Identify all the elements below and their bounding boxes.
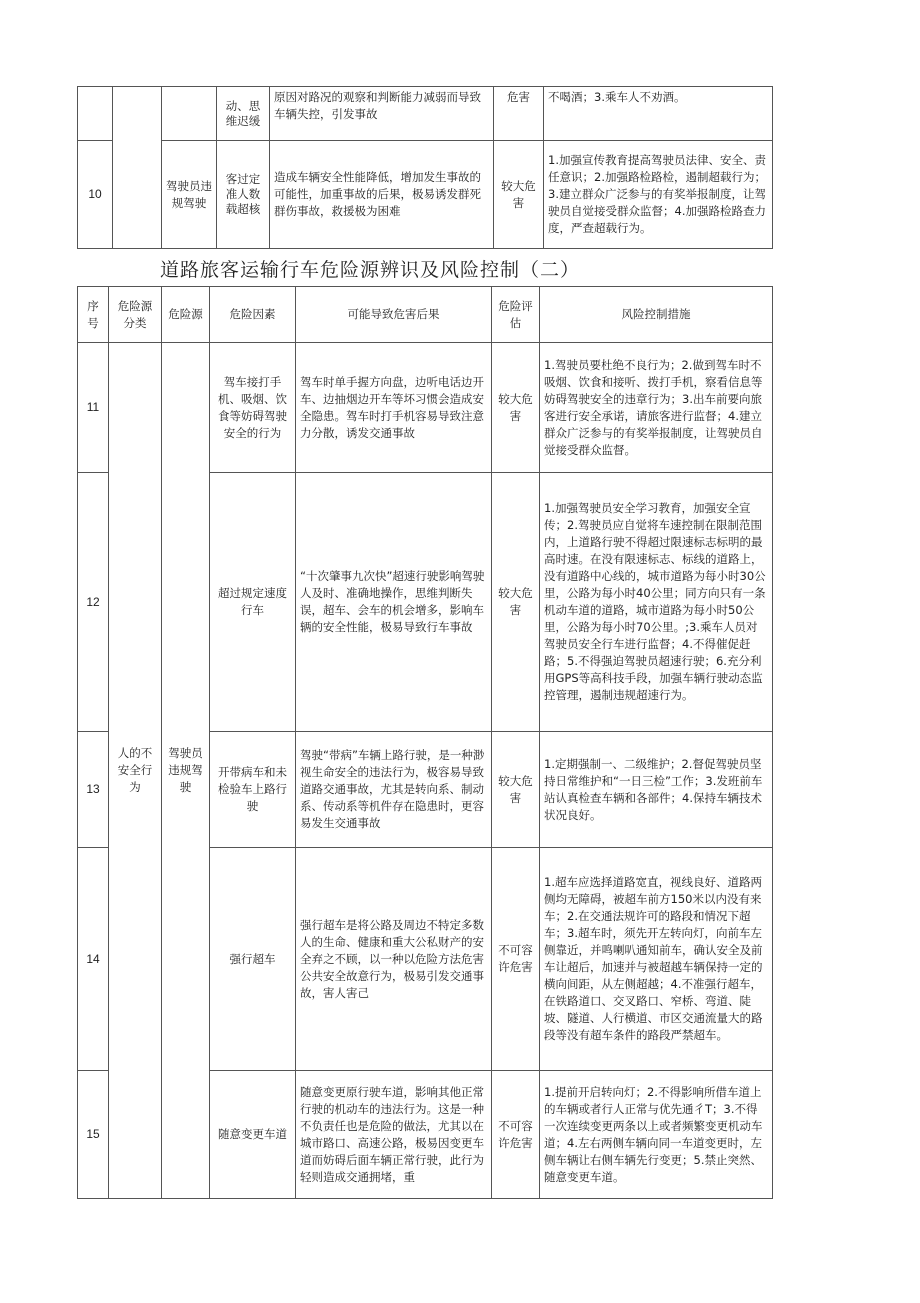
header-source: 危险源 xyxy=(162,287,210,343)
cell-level: 不可容许危害 xyxy=(492,848,540,1071)
cell-no: 10 xyxy=(78,141,113,249)
cell-category: 人的不安全行为 xyxy=(109,343,162,1199)
cell-no xyxy=(78,87,113,141)
cell-no: 12 xyxy=(78,473,109,732)
cell-factor: 强行超车 xyxy=(210,848,296,1071)
cell-no: 13 xyxy=(78,732,109,848)
cell-consequence: 原因对路况的观察和判断能力减弱而导致车辆失控，引发事故 xyxy=(270,87,494,141)
cell-factor: 动、思维迟缓 xyxy=(217,87,270,141)
cell-consequence: “十次肇事九次快”超速行驶影响驾驶人及时、准确地操作，思维判断失误，超车、会车的机会增多，影响车辆的安全性能，极易导致行车事故 xyxy=(296,473,492,732)
cell-level: 不可容许危害 xyxy=(492,1071,540,1199)
cell-consequence: 驾车时单手握方向盘，边听电话边开车、边抽烟边开车等坏习惯会造成安全隐患。驾车时打手机容易导致注意力分散，诱发交通事故 xyxy=(296,343,492,473)
cell-level: 较大危害 xyxy=(492,473,540,732)
cell-measure: 1.加强驾驶员安全学习教育，加强安全宣传；2.驾驶员应自觉将车速控制在限制范围内，上道路行驶不得超过限速标志标明的最高时速。在没有限速标志、标线的道路上，没有道路中心线的，城市道路为每小时30公里，公路为每小时40公里；同方向只有一条机动车道的道路，城市道路为每小时50公里，公路为每小时70公里。;3.乘车人员对驾驶员安全行车进行监督；4.不得催促赶路；5.不得强迫驾驶员超速行驶；6.充分利用GPS等高科技手段，加强车辆行驶动态监控管理，遏制违规超速行为。 xyxy=(540,473,773,732)
cell-category xyxy=(113,87,162,249)
cell-measure: 1.加强宣传教育提高驾驶员法律、安全、责任意识；2.加强路检路检，遏制超载行为；3.建立群众广泛参与的有奖举报制度，让驾驶员自觉接受群众监督；4.加强路检路查力度，严查超载行为。 xyxy=(544,141,773,249)
cell-level: 危害 xyxy=(494,87,544,141)
cell-measure: 1.超车应选择道路宽直，视线良好、道路两侧均无障碍，被超车前方150米以内没有来车；2.在交通法规许可的路段和情况下超车；3.超车时，须先开左转向灯，向前车左侧靠近，并鸣喇叭通知前车，确认安全及前车让超后，加速并与被超越车辆保持一定的横向间距，从左侧超越；4.不准强行超车，在铁路道口、交叉路口、窄桥、弯道、陡坡、隧道、人行横道、市区交通流量大的路段等没有超车条件的路段严禁超车。 xyxy=(540,848,773,1071)
cell-measure: 1.提前开启转向灯；2.不得影响所借车道上的车辆或者行人正常与优先通彳T；3.不得一次连续变更两条以上或者频繁变更机动车道；4.左右两侧车辆向同一车道变更时，左侧车辆让右侧车辆先行变更；5.禁止突然、随意变更车道。 xyxy=(540,1071,773,1199)
table-row xyxy=(78,87,773,141)
header-category: 危险源分类 xyxy=(109,287,162,343)
cell-consequence: 随意变更原行驶车道，影响其他正常行驶的机动车的违法行为。这是一种不负责任也是危险的做法，尤其以在城市路口、高速公路，极易因变更车道而妨碍后面车辆正常行驶，此行为轻则造成交通拥堵，重 xyxy=(296,1071,492,1199)
header-level: 危险评估 xyxy=(492,287,540,343)
cell-factor: 超过规定速度行车 xyxy=(210,473,296,732)
cell-factor: 开带病车和未检验车上路行驶 xyxy=(210,732,296,848)
cell-source: 驾驶员违规驾驶 xyxy=(162,141,217,249)
cell-source: 驾驶员违规驾驶 xyxy=(162,343,210,1199)
cell-level: 较大危害 xyxy=(492,732,540,848)
cell-consequence: 造成车辆安全性能降低，增加发生事故的可能性，加重事故的后果，极易诱发群死群伤事故，救援极为困难 xyxy=(270,141,494,249)
page-title: 道路旅客运输行车危险源辨识及风险控制（二） xyxy=(160,259,581,281)
table-row xyxy=(78,343,773,473)
cell-source xyxy=(162,87,217,141)
cell-measure: 不喝酒；3.乘车人不劝酒。 xyxy=(544,87,773,141)
header-row xyxy=(78,287,773,343)
cell-factor: 客过定准人数载超核 xyxy=(217,141,270,249)
header-factor: 危险因素 xyxy=(210,287,296,343)
cell-no: 11 xyxy=(78,343,109,473)
cell-factor: 随意变更车道 xyxy=(210,1071,296,1199)
risk-table xyxy=(77,286,773,1199)
cell-measure: 1.驾驶员要杜绝不良行为；2.做到驾车时不吸烟、饮食和接听、拨打手机，察看信息等妨碍驾驶安全的违章行为；3.出车前要向旅客进行安全承诺，请旅客进行监督；4.建立群众广泛参与的有奖举报制度，让驾驶员自觉接受群众监督。 xyxy=(540,343,773,473)
table-row xyxy=(78,141,773,249)
cell-level: 较大危害 xyxy=(494,141,544,249)
top-table xyxy=(77,86,773,249)
cell-no: 15 xyxy=(78,1071,109,1199)
cell-consequence: 强行超车是将公路及周边不特定多数人的生命、健康和重大公私财产的安全弃之不顾，以一种以危险方法危害公共安全故意行为，极易引发交通事故，害人害己 xyxy=(296,848,492,1071)
header-no: 序号 xyxy=(78,287,109,343)
header-measure: 风险控制措施 xyxy=(540,287,773,343)
cell-measure: 1.定期强制一、二级维护；2.督促驾驶员坚持日常维护和“一日三检”工作；3.发班前车站认真检查车辆和各部件；4.保持车辆技术状况良好。 xyxy=(540,732,773,848)
header-consequence: 可能导致危害后果 xyxy=(296,287,492,343)
cell-level: 较大危害 xyxy=(492,343,540,473)
cell-no: 14 xyxy=(78,848,109,1071)
cell-consequence: 驾驶“带病”车辆上路行驶，是一种渺视生命安全的违法行为，极容易导致道路交通事故，尤其是转向系、制动系、传动系等机件存在隐患时，更容易发生交通事故 xyxy=(296,732,492,848)
cell-factor: 驾车接打手机、吸烟、饮食等妨碍驾驶安全的行为 xyxy=(210,343,296,473)
